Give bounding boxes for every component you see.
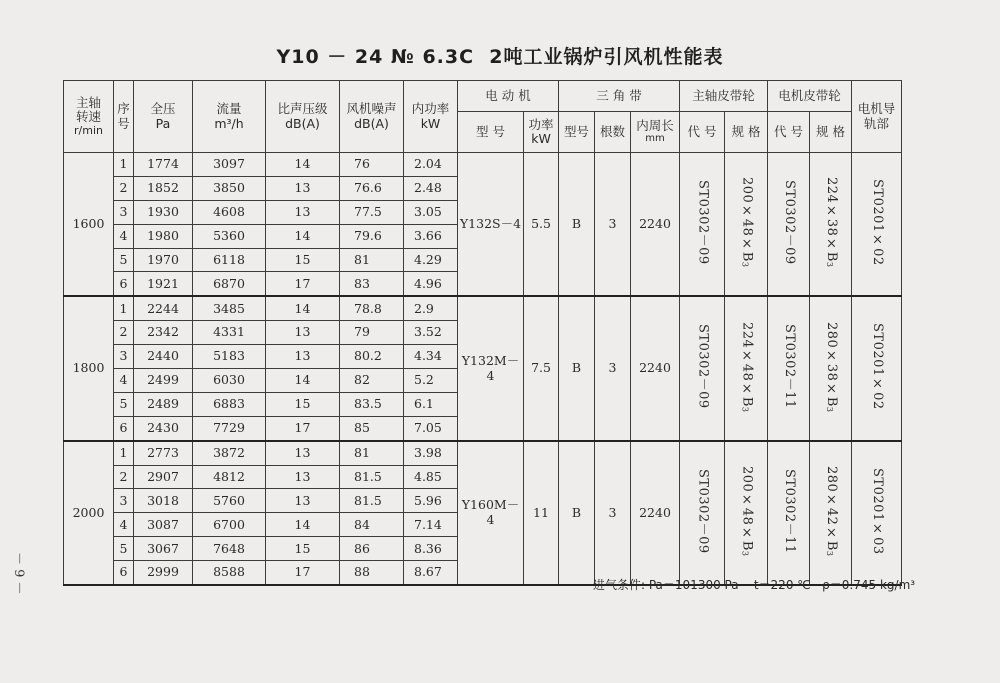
seq-cell: 3 <box>114 200 134 224</box>
power-cell: 6.1 <box>404 392 458 416</box>
noise-cell: 83 <box>340 272 404 296</box>
performance-table <box>63 80 902 586</box>
flow-cell: 4812 <box>193 465 266 489</box>
flow-cell: 4608 <box>193 200 266 224</box>
flow-cell: 5760 <box>193 489 266 513</box>
header-power: 内功率 kW <box>404 81 458 153</box>
seq-cell: 6 <box>114 561 134 585</box>
sound-level-cell: 14 <box>266 224 340 248</box>
header-seq: 序 号 <box>114 81 134 153</box>
seq-cell: 6 <box>114 272 134 296</box>
header-noise: 风机噪声 dB(A) <box>340 81 404 153</box>
pressure-cell: 1774 <box>134 153 193 177</box>
motor-pulley-spec-cell: $224\times 38\times B_3$ <box>810 153 852 297</box>
noise-cell: 78.8 <box>340 296 404 320</box>
pressure-cell: 2907 <box>134 465 193 489</box>
power-cell: 8.36 <box>404 537 458 561</box>
speed-cell: 1800 <box>64 296 114 440</box>
motor-pulley-spec-cell: $280\times 42\times B_3$ <box>810 441 852 585</box>
flow-cell: 3872 <box>193 441 266 465</box>
motor-power-cell: 7.5 <box>524 296 559 440</box>
seq-cell: 2 <box>114 321 134 345</box>
belt-count-cell: 3 <box>595 441 631 585</box>
sound-level-cell: 17 <box>266 561 340 585</box>
pressure-cell: 1980 <box>134 224 193 248</box>
seq-cell: 2 <box>114 465 134 489</box>
motor-model-cell: Y132S－4 <box>458 153 524 297</box>
motor-power-cell: 5.5 <box>524 153 559 297</box>
pressure-cell: 2244 <box>134 296 193 320</box>
belt-length-cell: 2240 <box>631 296 680 440</box>
pressure-cell: 1852 <box>134 176 193 200</box>
table-body <box>64 153 902 586</box>
pressure-cell: 2342 <box>134 321 193 345</box>
power-cell: 4.96 <box>404 272 458 296</box>
belt-count-cell: 3 <box>595 296 631 440</box>
pressure-cell: 3067 <box>134 537 193 561</box>
header-belt-count: 根数 <box>595 112 631 153</box>
motor-pulley-code-cell: ST0302－09 <box>768 153 810 297</box>
power-cell: 3.98 <box>404 441 458 465</box>
noise-cell: 83.5 <box>340 392 404 416</box>
header-belt-model: 型号 <box>559 112 595 153</box>
header-belt-length: 内周长 mm <box>631 112 680 153</box>
belt-model-cell: B <box>559 296 595 440</box>
noise-cell: 76 <box>340 153 404 177</box>
sound-level-cell: 15 <box>266 392 340 416</box>
pressure-cell: 2430 <box>134 416 193 440</box>
noise-cell: 80.2 <box>340 345 404 369</box>
header-sound-level: 比声压级 dB(A) <box>266 81 340 153</box>
header-motor-rail: 电机导 轨部 <box>852 81 902 153</box>
seq-cell: 1 <box>114 296 134 320</box>
header-vbelt: 三 角 带 <box>559 81 680 112</box>
sound-level-cell: 13 <box>266 200 340 224</box>
sound-level-cell: 13 <box>266 345 340 369</box>
noise-cell: 82 <box>340 369 404 393</box>
motor-pulley-code-cell: ST0302－11 <box>768 296 810 440</box>
spindle-pulley-spec-cell: $224\times 48\times B_3$ <box>725 296 768 440</box>
belt-length-cell: 2240 <box>631 153 680 297</box>
pressure-cell: 2440 <box>134 345 193 369</box>
motor-model-cell: Y132M－4 <box>458 296 524 440</box>
sound-level-cell: 14 <box>266 369 340 393</box>
noise-cell: 81.5 <box>340 489 404 513</box>
flow-cell: 6883 <box>193 392 266 416</box>
seq-cell: 5 <box>114 248 134 272</box>
pressure-cell: 3018 <box>134 489 193 513</box>
seq-cell: 2 <box>114 176 134 200</box>
power-cell: 4.34 <box>404 345 458 369</box>
spindle-pulley-code-cell: ST0302－09 <box>680 441 725 585</box>
spindle-pulley-code-cell: ST0302－09 <box>680 153 725 297</box>
motor-rail-cell: ST0201×03 <box>852 441 902 585</box>
sound-level-cell: 13 <box>266 176 340 200</box>
table-row <box>64 153 902 177</box>
header-spindle-pulley-code: 代 号 <box>680 112 725 153</box>
table-row <box>64 441 902 465</box>
flow-cell: 6700 <box>193 513 266 537</box>
motor-pulley-code-cell: ST0302－11 <box>768 441 810 585</box>
power-cell: 8.67 <box>404 561 458 585</box>
power-cell: 5.96 <box>404 489 458 513</box>
noise-cell: 88 <box>340 561 404 585</box>
sound-level-cell: 17 <box>266 416 340 440</box>
spindle-pulley-code-cell: ST0302－09 <box>680 296 725 440</box>
power-cell: 4.29 <box>404 248 458 272</box>
speed-cell: 2000 <box>64 441 114 585</box>
pressure-cell: 3087 <box>134 513 193 537</box>
table-row <box>64 296 902 320</box>
pressure-cell: 2773 <box>134 441 193 465</box>
spindle-pulley-spec-cell: $200\times 48\times B_3$ <box>725 153 768 297</box>
flow-cell: 6870 <box>193 272 266 296</box>
header-motor-power: 功率 kW <box>524 112 559 153</box>
header-motor: 电 动 机 <box>458 81 559 112</box>
motor-model-cell: Y160M－4 <box>458 441 524 585</box>
motor-pulley-spec-cell: $280\times 38\times B_3$ <box>810 296 852 440</box>
header-flow: 流量 m³/h <box>193 81 266 153</box>
pressure-cell: 1970 <box>134 248 193 272</box>
power-cell: 3.05 <box>404 200 458 224</box>
seq-cell: 4 <box>114 224 134 248</box>
noise-cell: 84 <box>340 513 404 537</box>
noise-cell: 77.5 <box>340 200 404 224</box>
header-motor-pulley-code: 代 号 <box>768 112 810 153</box>
header-motor-pulley-spec: 规 格 <box>810 112 852 153</box>
power-cell: 5.2 <box>404 369 458 393</box>
seq-cell: 4 <box>114 369 134 393</box>
noise-cell: 81 <box>340 248 404 272</box>
flow-cell: 4331 <box>193 321 266 345</box>
seq-cell: 1 <box>114 441 134 465</box>
intake-conditions-note: 进气条件: Pa＝101300 Pa t＝220 ℃ ρ＝0.745 kg/m³ <box>593 578 916 592</box>
flow-cell: 7648 <box>193 537 266 561</box>
flow-cell: 8588 <box>193 561 266 585</box>
noise-cell: 86 <box>340 537 404 561</box>
sound-level-cell: 13 <box>266 441 340 465</box>
motor-rail-cell: ST0201×02 <box>852 153 902 297</box>
flow-cell: 5183 <box>193 345 266 369</box>
page-number: － 9 － <box>11 552 26 595</box>
pressure-cell: 1921 <box>134 272 193 296</box>
seq-cell: 5 <box>114 537 134 561</box>
power-cell: 2.48 <box>404 176 458 200</box>
noise-cell: 79 <box>340 321 404 345</box>
noise-cell: 76.6 <box>340 176 404 200</box>
header-pressure: 全压 Pa <box>134 81 193 153</box>
speed-cell: 1600 <box>64 153 114 297</box>
sound-level-cell: 15 <box>266 537 340 561</box>
header-spindle-pulley: 主轴皮带轮 <box>680 81 768 112</box>
power-cell: 3.52 <box>404 321 458 345</box>
sound-level-cell: 17 <box>266 272 340 296</box>
flow-cell: 3485 <box>193 296 266 320</box>
sound-level-cell: 14 <box>266 296 340 320</box>
motor-power-cell: 11 <box>524 441 559 585</box>
noise-cell: 81 <box>340 441 404 465</box>
seq-cell: 3 <box>114 345 134 369</box>
header-motor-pulley: 电机皮带轮 <box>768 81 852 112</box>
pressure-cell: 2489 <box>134 392 193 416</box>
flow-cell: 7729 <box>193 416 266 440</box>
belt-count-cell: 3 <box>595 153 631 297</box>
seq-cell: 5 <box>114 392 134 416</box>
sound-level-cell: 13 <box>266 489 340 513</box>
sound-level-cell: 13 <box>266 465 340 489</box>
power-cell: 2.9 <box>404 296 458 320</box>
power-cell: 7.14 <box>404 513 458 537</box>
seq-cell: 4 <box>114 513 134 537</box>
header-speed: 主轴 转速 r/min <box>64 81 114 153</box>
page-title: Y10 － 24 № 6.3C 2吨工业锅炉引风机性能表 <box>276 46 724 68</box>
flow-cell: 5360 <box>193 224 266 248</box>
header-spindle-pulley-spec: 规 格 <box>725 112 768 153</box>
sound-level-cell: 15 <box>266 248 340 272</box>
header-motor-model: 型 号 <box>458 112 524 153</box>
sound-level-cell: 13 <box>266 321 340 345</box>
seq-cell: 6 <box>114 416 134 440</box>
pressure-cell: 2999 <box>134 561 193 585</box>
belt-model-cell: B <box>559 441 595 585</box>
spindle-pulley-spec-cell: $200\times 48\times B_3$ <box>725 441 768 585</box>
power-cell: 2.04 <box>404 153 458 177</box>
power-cell: 4.85 <box>404 465 458 489</box>
motor-rail-cell: ST0201×02 <box>852 296 902 440</box>
belt-length-cell: 2240 <box>631 441 680 585</box>
sound-level-cell: 14 <box>266 153 340 177</box>
power-cell: 3.66 <box>404 224 458 248</box>
flow-cell: 6030 <box>193 369 266 393</box>
seq-cell: 3 <box>114 489 134 513</box>
sound-level-cell: 14 <box>266 513 340 537</box>
flow-cell: 3850 <box>193 176 266 200</box>
power-cell: 7.05 <box>404 416 458 440</box>
pressure-cell: 1930 <box>134 200 193 224</box>
noise-cell: 85 <box>340 416 404 440</box>
seq-cell: 1 <box>114 153 134 177</box>
noise-cell: 81.5 <box>340 465 404 489</box>
flow-cell: 6118 <box>193 248 266 272</box>
belt-model-cell: B <box>559 153 595 297</box>
flow-cell: 3097 <box>193 153 266 177</box>
noise-cell: 79.6 <box>340 224 404 248</box>
pressure-cell: 2499 <box>134 369 193 393</box>
